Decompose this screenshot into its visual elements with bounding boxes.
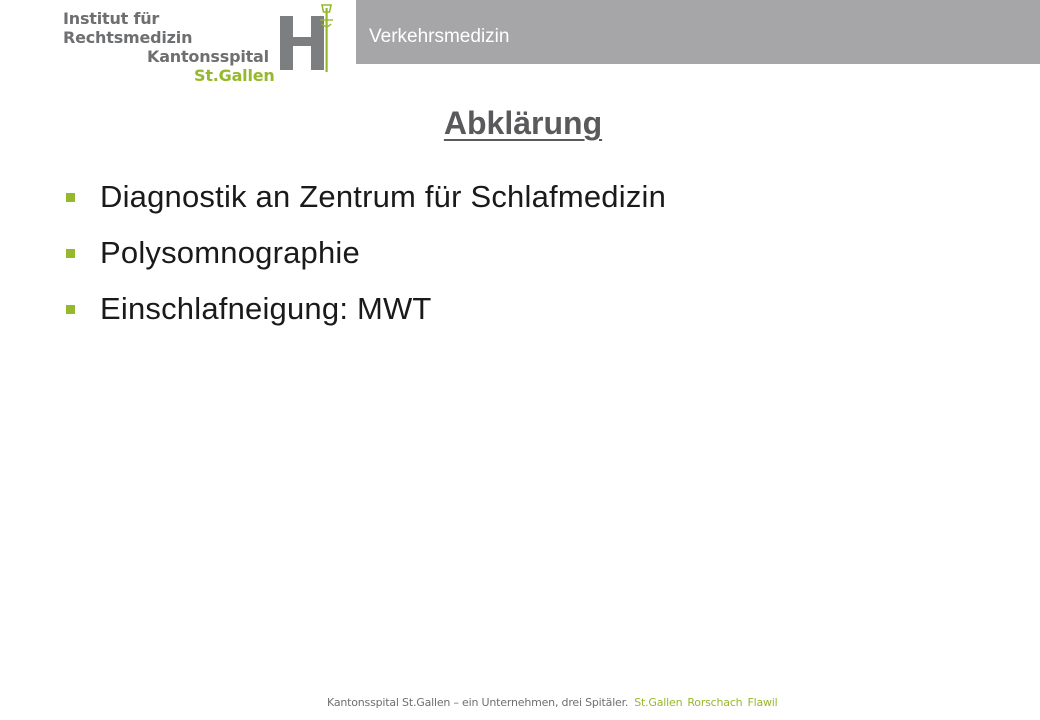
section-title: Verkehrsmedizin xyxy=(369,26,510,47)
logo-line-institute: Institut für Rechtsmedizin xyxy=(63,9,193,47)
square-bullet-icon xyxy=(66,305,75,314)
footer-site: Rorschach xyxy=(687,696,743,709)
bullet-text: Einschlafneigung: MWT xyxy=(100,291,432,326)
logo-text xyxy=(63,9,275,85)
institution-logo xyxy=(0,0,356,85)
hospital-h-logo-icon xyxy=(278,2,344,72)
logo-line-city: St.Gallen xyxy=(194,66,275,85)
footer-site: Flawil xyxy=(747,696,778,709)
footer-sites xyxy=(628,696,782,709)
square-bullet-icon xyxy=(66,249,75,258)
slide-title: Abklärung xyxy=(443,105,603,141)
bullet-text: Polysomnographie xyxy=(100,235,360,270)
square-bullet-icon xyxy=(66,193,75,202)
bullet-text: Diagnostik an Zentrum für Schlafmedizin xyxy=(100,179,667,214)
footer-site: St.Gallen xyxy=(634,696,683,709)
logo-line-hospital: Kantonsspital xyxy=(147,47,269,66)
header-bar xyxy=(356,0,1040,64)
footer-text: Kantonsspital St.Gallen – ein Unternehmen, drei Spitäler. xyxy=(327,696,629,709)
footer xyxy=(327,696,783,710)
